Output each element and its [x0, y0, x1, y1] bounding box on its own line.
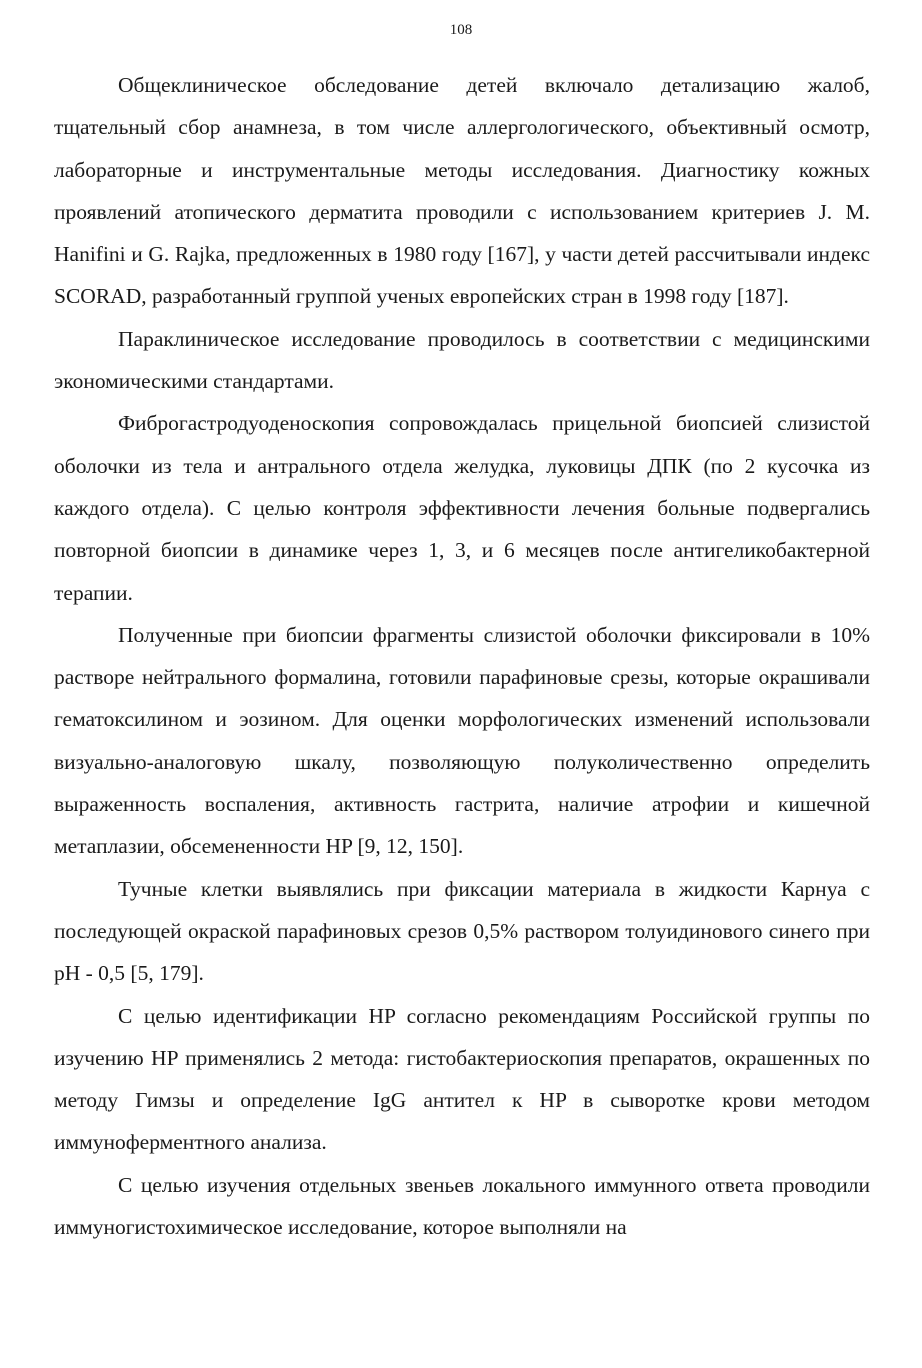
paragraph-hp-identification: С целью идентификации HP согласно рекомендациям Российской группы по изучению HP применялись 2 метода: гистобактериоскопия препаратов, окрашенных по методу Гимзы и определение IgG антител к HP в сыворотке крови методом иммуноферментного анализа.	[54, 1003, 870, 1155]
paragraph-morphology: Полученные при биопсии фрагменты слизистой оболочки фиксировали в 10% растворе нейтрального формалина, готовили парафиновые срезы, которые окрашивали гематоксилином и эозином. Для оценки морфологических изменений использовали визуально-аналоговую шкалу, позволяющую полуколичественно определить выраженность воспаления, активность гастрита, наличие атрофии и кишечной метаплазии, обсемененности HP [9, 12, 150].	[54, 622, 870, 859]
paragraph-paraclinical: Параклиническое исследование проводилось в соответствии с медицинскими экономическими стандартами.	[54, 326, 870, 394]
paragraph-immunohistochemistry: С целью изучения отдельных звеньев локального иммунного ответа проводили иммуногистохимическое исследование, которое выполняли на	[54, 1172, 870, 1240]
page-number: 108	[449, 22, 473, 38]
paragraph-mast-cells: Тучные клетки выявлялись при фиксации материала в жидкости Карнуа с последующей окраской парафиновых срезов 0,5% раствором толуидинового синего при pH - 0,5 [5, 179].	[54, 876, 870, 986]
paragraph-general-examination: Общеклиническое обследование детей включало детализацию жалоб, тщательный сбор анамнеза, в том числе аллергологического, объективный осмотр, лабораторные и инструментальные методы исследования. Диагностику кожных проявлений атопического дерматита проводили с использованием критериев J. M. Hanifini и G. Rajka, предложенных в 1980 году [167], у части детей рассчитывали индекс SCORAD, разработанный группой ученых европейских стран в 1998 году [187].	[54, 73, 870, 309]
paragraph-endoscopy-biopsy: Фиброгастродуоденоскопия сопровождалась прицельной биопсией слизистой оболочки из тела и антрального отдела желудка, луковицы ДПК (по 2 кусочка из каждого отдела). С целью контроля эффективности лечения больные подвергались повторной биопсии в динамике через 1, 3, и 6 месяцев после антигеликобактерной терапии.	[54, 411, 870, 605]
body-text	[54, 64, 870, 1248]
